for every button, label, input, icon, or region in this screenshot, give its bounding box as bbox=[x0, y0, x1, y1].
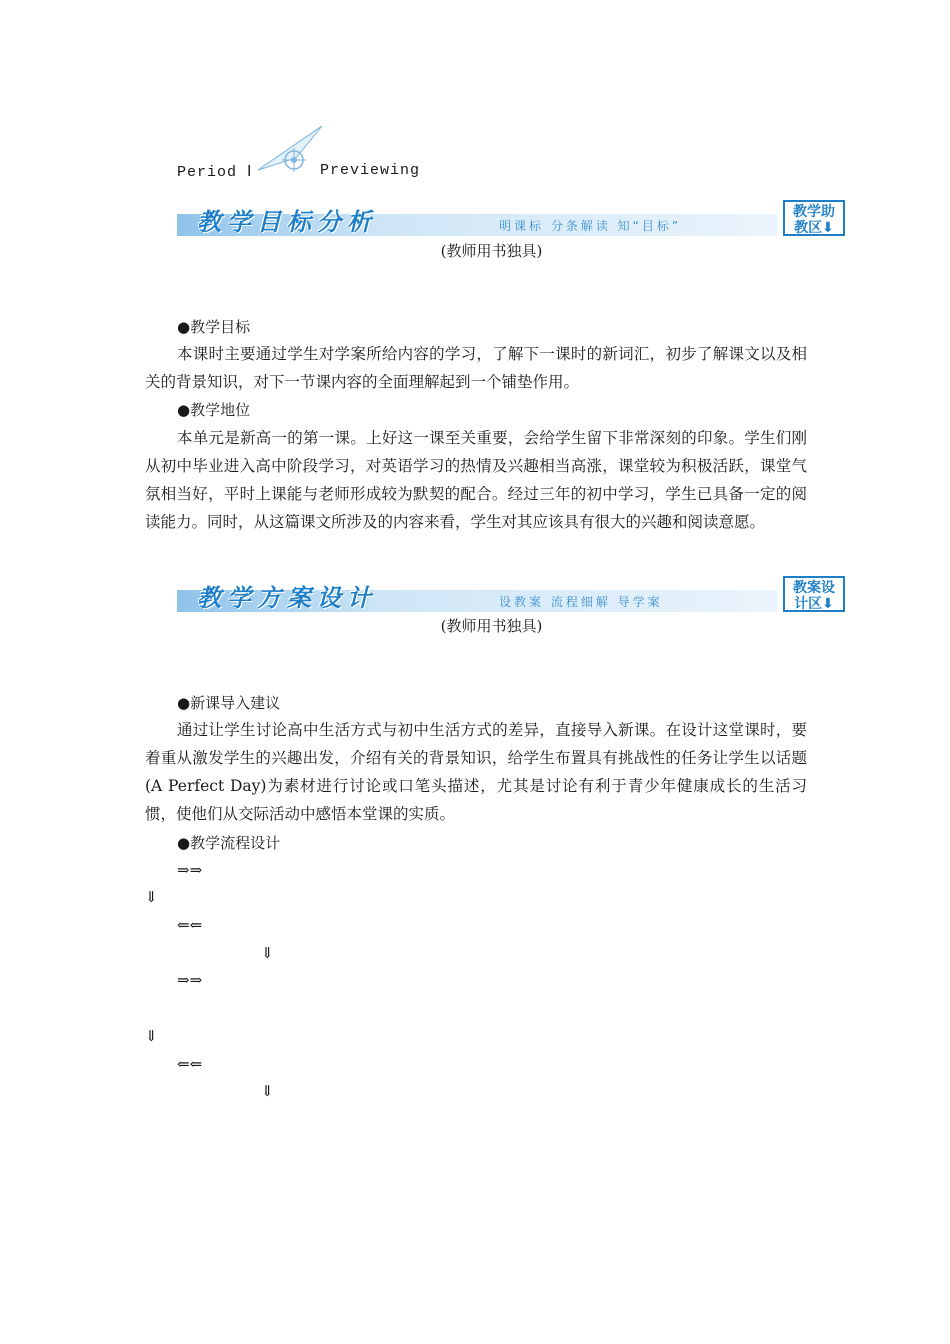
teacher-only-note: (教师用书独具) bbox=[440, 617, 543, 635]
flow-arrow-left: ⇐⇐ bbox=[177, 916, 203, 934]
flow-arrow-down: ⇓ bbox=[145, 1027, 158, 1045]
intro-heading: ●新课导入建议 bbox=[177, 694, 281, 712]
badge-line1: 教学助 bbox=[793, 204, 835, 220]
badge-line1: 教案设 bbox=[793, 580, 835, 596]
goal-paragraph: 本课时主要通过学生对学案所给内容的学习，了解下一课时的新词汇，初步了解课文以及相关的背景知识，对下一节课内容的全面理解起到一个铺垫作用。 bbox=[145, 345, 807, 391]
banner-title: 教学方案设计 bbox=[197, 584, 377, 612]
intro-paragraph: 通过让学生讨论高中生活方式与初中生活方式的差异，直接导入新课。在设计这堂课时，要着重从激发学生的兴趣出发，介绍有关的背景知识，给学生布置具有挑战性的任务让学生以话题(A Perfect Day)为素材进行讨论或口笔头描述，尤其是讨论有利于青少年健康成长的生活习惯，使他们从交际活动中感悟本堂课的实质。 bbox=[145, 721, 807, 823]
banner-slogan: 明课标 分条解读 知“目标” bbox=[499, 219, 682, 233]
flow-heading: ●教学流程设计 bbox=[177, 834, 281, 852]
flow-arrow-right: ⇒⇒ bbox=[177, 971, 203, 989]
paper-plane-icon bbox=[250, 122, 330, 182]
flow-arrow-right: ⇒⇒ bbox=[177, 861, 203, 879]
banner-title: 教学目标分析 bbox=[197, 208, 377, 236]
flow-arrow-left: ⇐⇐ bbox=[177, 1055, 203, 1073]
position-paragraph: 本单元是新高一的第一课。上好这一课至关重要，会给学生留下非常深刻的印象。学生们刚从初中毕业进入高中阶段学习，对英语学习的热情及兴趣相当高涨，课堂较为积极活跃，课堂气氛相当好，平时上课能与老师形成较为默契的配合。经过三年的初中学习，学生已具备一定的阅读能力。同时，从这篇课文所涉及的内容来看，学生对其应该具有很大的兴趣和阅读意愿。 bbox=[145, 429, 807, 531]
goal-heading: ●教学目标 bbox=[177, 318, 251, 336]
badge-line2: 教区⬇ bbox=[794, 220, 834, 236]
banner-slogan: 设教案 流程细解 导学案 bbox=[499, 595, 663, 609]
flow-arrow-down: ⇓ bbox=[261, 1082, 274, 1100]
period-title: Previewing bbox=[320, 162, 421, 179]
period-label: Period Ⅰ bbox=[177, 164, 253, 181]
lesson-design-badge[interactable] bbox=[783, 576, 845, 612]
badge-line2: 计区⬇ bbox=[794, 596, 834, 612]
section-banner-goals bbox=[177, 200, 849, 240]
section-banner-design bbox=[177, 576, 849, 616]
flow-arrow-down: ⇓ bbox=[145, 888, 158, 906]
teacher-only-note: (教师用书独具) bbox=[440, 242, 543, 260]
position-heading: ●教学地位 bbox=[177, 401, 251, 419]
teaching-aid-badge[interactable] bbox=[783, 200, 845, 236]
flow-arrow-down: ⇓ bbox=[261, 944, 274, 962]
